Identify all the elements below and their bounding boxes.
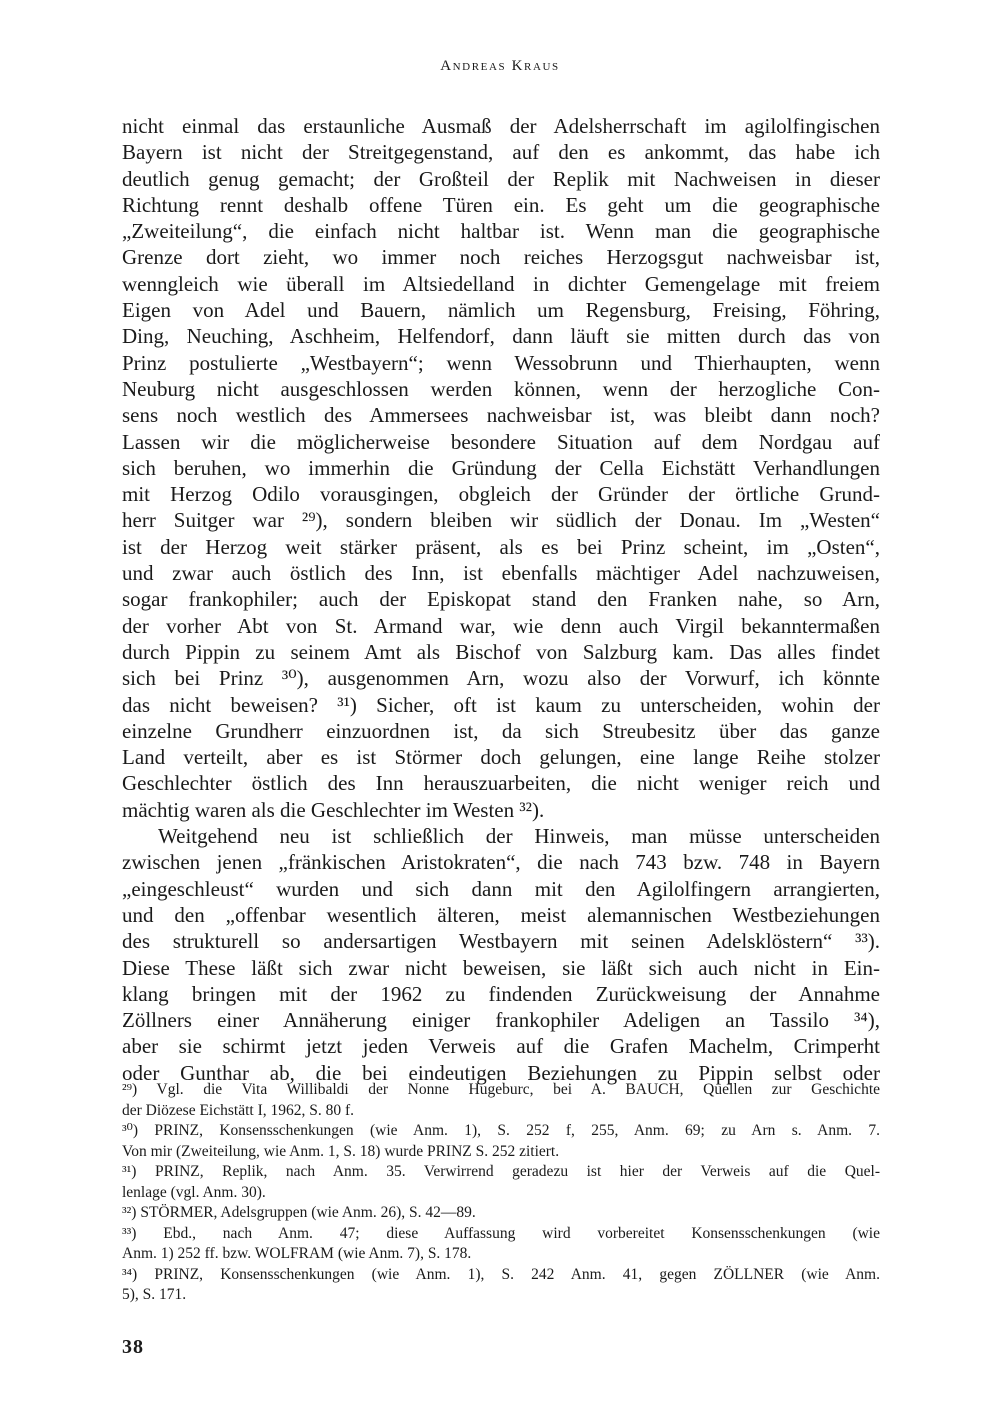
footnote-line: 5), S. 171. bbox=[122, 1286, 187, 1303]
body-line: Eigen von Adel und Bauern, nämlich um Regensburg, Freising, Föhring, bbox=[122, 298, 880, 323]
page-number: 38 bbox=[122, 1336, 144, 1358]
body-line: durch Pippin zu seinem Amt als Bischof von Salzburg kam. Das alles findet bbox=[122, 639, 880, 664]
footnote-line: ³⁰) PRINZ, Konsensschenkungen (wie Anm. 1), S. 252 f, 255, Anm. 69; zu Arn s. Anm. 7. bbox=[122, 1122, 880, 1139]
body-line: sogar frankophiler; auch der Episkopat stand den Franken nahe, so Arn, bbox=[122, 587, 880, 612]
body-line: Weitgehend neu ist schließlich der Hinweis, man müsse unterscheiden bbox=[158, 824, 880, 849]
body-line: und zwar auch östlich des Inn, ist ebenfalls mächtiger Adel nachzuweisen, bbox=[122, 561, 880, 586]
footnote-line: ³¹) PRINZ, Replik, nach Anm. 35. Verwirrend geradezu ist hier der Verweis auf die Quel- bbox=[122, 1163, 880, 1180]
body-line: sich beruhen, wo immerhin die Gründung der Cella Eichstätt Verhandlungen bbox=[122, 455, 880, 480]
body-line: nicht einmal das erstaunliche Ausmaß der Adelsherrschaft im agilolfingischen bbox=[122, 114, 880, 138]
body-line: Grenze dort zieht, wo immer noch reiches Herzogsgut nachweisbar ist, bbox=[122, 245, 880, 270]
body-line: des strukturell so andersartigen Westbayern mit seinen Adelsklöstern“ ³³). bbox=[122, 929, 880, 954]
body-line: Lassen wir die möglicherweise besondere Situation auf dem Nordgau auf bbox=[122, 429, 880, 454]
footnote-line: Von mir (Zweiteilung, wie Anm. 1, S. 18) wurde PRINZ S. 252 zitiert. bbox=[122, 1142, 560, 1160]
footnote-line: ³³) Ebd., nach Anm. 47; diese Auffassung wird vorbereitet Konsensschenkungen (wie bbox=[122, 1224, 880, 1242]
body-line: mit Herzog Odilo vorausgingen, obgleich der Gründer der örtliche Grund- bbox=[122, 482, 880, 507]
body-line: Neuburg nicht ausgeschlossen werden können, wenn der herzogliche Con- bbox=[122, 376, 880, 401]
footnote-line: ²⁹) Vgl. die Vita Willibaldi der Nonne Hugeburc, bei A. BAUCH, Quellen zur Geschichte bbox=[122, 1081, 880, 1098]
body-line: sich bei Prinz ³⁰), ausgenommen Arn, wozu also der Vorwurf, ich könnte bbox=[122, 666, 880, 691]
body-line: oder Gunthar ab, die bei eindeutigen Beziehungen zu Pippin selbst oder bbox=[122, 1060, 880, 1085]
body-line: Richtung rennt deshalb offene Türen ein. Es geht um die geographische bbox=[122, 192, 880, 217]
body-line: deutlich genug gemacht; der Großteil der Replik mit Nachweisen in dieser bbox=[122, 166, 880, 191]
running-head: Andreas Kraus bbox=[440, 58, 560, 74]
body-line: Zöllners einer Annäherung einiger frankophiler Adeligen an Tassilo ³⁴), bbox=[122, 1008, 880, 1033]
body-line: klang bringen mit der 1962 zu findenden Zurückweisung der Annahme bbox=[122, 981, 880, 1006]
body-line: Ding, Neuching, Aschheim, Helfendorf, dann läuft sie mitten durch das von bbox=[122, 324, 880, 349]
body-line: einzelne Grundherr einzuordnen ist, da sich Streubesitz über das ganze bbox=[122, 718, 880, 743]
body-line: aber sie schirmt jetzt jeden Verweis auf die Grafen Machelm, Crimperht bbox=[122, 1034, 880, 1059]
footnote-line: ³⁴) PRINZ, Konsensschenkungen (wie Anm. 1), S. 242 Anm. 41, gegen ZÖLLNER (wie Anm. bbox=[122, 1265, 880, 1283]
footnote-line: lenlage (vgl. Anm. 30). bbox=[122, 1183, 266, 1201]
body-line: Diese These läßt sich zwar nicht beweisen, sie läßt sich auch nicht in Ein- bbox=[122, 955, 880, 980]
footnote-line: Anm. 1) 252 ff. bzw. WOLFRAM (wie Anm. 7), S. 178. bbox=[122, 1245, 472, 1262]
body-line: sens noch westlich des Ammersees nachweisbar ist, was bleibt dann noch? bbox=[122, 403, 880, 428]
body-line: „eingeschleust“ wurden und sich dann mit den Agilolfingern arrangierten, bbox=[122, 876, 880, 901]
body-line: und den „offenbar wesentlich älteren, meist alemannischen Westbeziehungen bbox=[122, 902, 880, 927]
body-line: das nicht beweisen? ³¹) Sicher, oft ist kaum zu unterscheiden, wohin der bbox=[122, 692, 880, 717]
body-line: wenngleich wie überall im Altsiedelland in dichter Gemengelage mit freiem bbox=[122, 271, 880, 296]
body-line: Prinz postulierte „Westbayern“; wenn Wessobrunn und Thierhaupten, wenn bbox=[122, 350, 880, 375]
footnote-line: ³²) STÖRMER, Adelsgruppen (wie Anm. 26), S. 42—89. bbox=[122, 1204, 476, 1221]
body-line: zwischen jenen „fränkischen Aristokraten“, die nach 743 bzw. 748 in Bayern bbox=[122, 850, 880, 875]
body-line: der vorher Abt von St. Armand war, wie denn auch Virgil bekanntermaßen bbox=[122, 613, 880, 638]
body-text bbox=[122, 113, 880, 1086]
footnotes bbox=[122, 1080, 880, 1306]
body-line: Land verteilt, aber es ist Störmer doch gelungen, eine lange Reihe stolzer bbox=[122, 745, 880, 770]
body-line: „Zweiteilung“, die einfach nicht haltbar ist. Wenn man die geographische bbox=[122, 219, 880, 244]
footnote-line: der Diözese Eichstätt I, 1962, S. 80 f. bbox=[122, 1101, 355, 1119]
body-line: Bayern ist nicht der Streitgegenstand, auf den es ankommt, das habe ich bbox=[122, 140, 880, 165]
body-line: Geschlechter östlich des Inn herauszuarbeiten, die nicht weniger reich und bbox=[122, 771, 880, 796]
body-line: herr Suitger war ²⁹), sondern bleiben wir südlich der Donau. Im „Westen“ bbox=[122, 508, 880, 533]
body-line: mächtig waren als die Geschlechter im Westen ³²). bbox=[122, 797, 545, 822]
body-line: ist der Herzog weit stärker präsent, als es bei Prinz scheint, im „Osten“, bbox=[122, 534, 880, 559]
